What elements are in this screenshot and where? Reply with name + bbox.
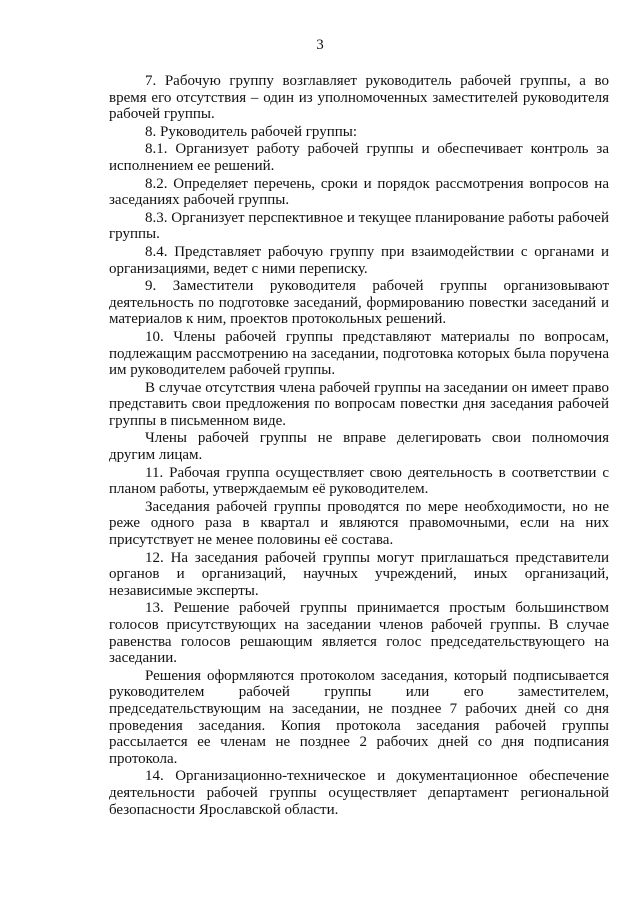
paragraph-11: 11. Рабочая группа осуществляет свою деятельность в соответствии с планом работы, утверждаемым её руководителем. xyxy=(109,464,609,498)
document-body xyxy=(109,73,609,819)
paragraph-11-meetings: Заседания рабочей группы проводятся по мере необходимости, но не реже одного раза в квартал и являются правомочными, если на них присутствует не менее половины её состава. xyxy=(109,498,609,549)
paragraph-14: 14. Организационно-техническое и документационное обеспечение деятельности рабочей группы осуществляет департамент региональной безопасности Ярославской области. xyxy=(109,768,609,818)
paragraph-13: 13. Решение рабочей группы принимается простым большинством голосов присутствующих на заседании членов рабочей группы. В случае равенства голосов решающим является голос председательствующего на заседании. xyxy=(109,600,609,667)
paragraph-8: 8. Руководитель рабочей группы: xyxy=(145,123,357,140)
paragraph-9: 9. Заместители руководителя рабочей группы организовывают деятельность по подготовке заседаний, формированию повестки заседаний и материалов к ним, проектов протокольных решений. xyxy=(109,278,609,328)
paragraph-10-absence: В случае отсутствия члена рабочей группы на заседании он имеет право представить свои предложения по вопросам повестки дня заседания рабочей группы в письменном виде. xyxy=(109,379,609,429)
paragraph-8-1: 8.1. Организует работу рабочей группы и обеспечивает контроль за исполнением ее решений. xyxy=(109,141,609,174)
paragraph-8-4: 8.4. Представляет рабочую группу при взаимодействии с органами и организациями, ведет с ними переписку. xyxy=(109,243,609,277)
paragraph-8-2: 8.2. Определяет перечень, сроки и порядок рассмотрения вопросов на заседаниях рабочей группы. xyxy=(109,175,609,209)
paragraph-10: 10. Члены рабочей группы представляют материалы по вопросам, подлежащим рассмотрению на заседании, подготовка которых была поручена им руководителем рабочей группы. xyxy=(109,328,609,379)
paragraph-10-delegation: Члены рабочей группы не вправе делегировать свои полномочия другим лицам. xyxy=(109,430,609,464)
page-number: 3 xyxy=(316,37,324,53)
paragraph-13-protocol: Решения оформляются протоколом заседания, который подписывается руководителем рабочей группы или его заместителем, председательствующим на заседании, не позднее 7 рабочих дней со дня проведения заседания. Копия протокола заседания рабочей группы рассылается ее членам не позднее 2 рабочих дней со дня подписания протокола. xyxy=(109,667,609,767)
paragraph-8-3: 8.3. Организует перспективное и текущее планирование работы рабочей группы. xyxy=(109,209,609,243)
paragraph-7: 7. Рабочую группу возглавляет руководитель рабочей группы, а во время его отсутствия – один из уполномоченных заместителей руководителя рабочей группы. xyxy=(109,73,609,123)
paragraph-12: 12. На заседания рабочей группы могут приглашаться представители органов и организаций, научных учреждений, иных организаций, независимые эксперты. xyxy=(109,549,609,599)
